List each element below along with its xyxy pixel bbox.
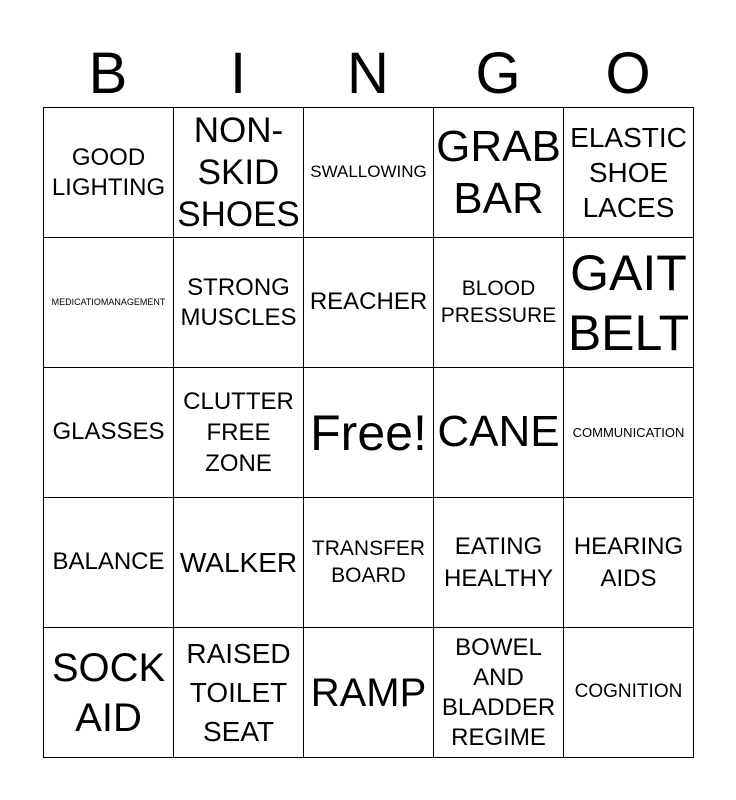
bingo-cell[interactable] xyxy=(434,498,564,628)
bingo-cell-label: HEARING AIDS xyxy=(573,533,684,592)
bingo-cell[interactable] xyxy=(44,238,174,368)
bingo-header xyxy=(43,40,693,108)
bingo-cell-label: COMMUNICATION xyxy=(572,424,685,440)
header-letter-g: G xyxy=(475,41,521,106)
bingo-board xyxy=(43,107,694,758)
bingo-cell[interactable] xyxy=(564,628,694,758)
bingo-cell[interactable] xyxy=(44,108,174,238)
header-letter-n: N xyxy=(347,41,389,106)
bingo-cell-label: CLUTTER FREE ZONE xyxy=(183,387,294,478)
bingo-cell[interactable] xyxy=(174,498,304,628)
bingo-cell[interactable] xyxy=(304,628,434,758)
bingo-cell-label: SWALLOWING xyxy=(310,162,427,182)
bingo-cell-label: REACHER xyxy=(309,288,428,316)
bingo-cell-label: BOWEL AND BLADDER REGIME xyxy=(441,633,556,751)
bingo-cell-label: Free! xyxy=(310,404,427,461)
bingo-cell[interactable] xyxy=(304,238,434,368)
bingo-cell[interactable] xyxy=(174,628,304,758)
bingo-cell-label: GRAB BAR xyxy=(436,121,561,223)
bingo-cell[interactable] xyxy=(434,238,564,368)
bingo-cell[interactable] xyxy=(564,238,694,368)
bingo-cell-label: RAMP xyxy=(310,670,427,715)
bingo-cell[interactable] xyxy=(434,628,564,758)
bingo-cell-label: GAIT BELT xyxy=(567,244,690,361)
bingo-cell-label: TRANSFER BOARD xyxy=(311,537,426,587)
bingo-cell-label: MEDICATIOMANAGEMENT xyxy=(51,297,166,308)
bingo-cell-label: COGNITION xyxy=(574,681,683,703)
bingo-cell[interactable] xyxy=(564,108,694,238)
bingo-cell-label: EATING HEALTHY xyxy=(444,533,553,592)
bingo-cell-label: CANE xyxy=(437,407,560,457)
header-letter-i: I xyxy=(229,41,247,106)
bingo-cell[interactable] xyxy=(44,628,174,758)
bingo-cell-label: RAISED TOILET SEAT xyxy=(186,637,291,748)
bingo-cell[interactable] xyxy=(304,108,434,238)
bingo-cell-label: SOCK AID xyxy=(51,645,166,740)
bingo-cell-label: STRONG MUSCLES xyxy=(180,273,297,331)
header-letter-o: O xyxy=(605,41,651,106)
bingo-cell[interactable] xyxy=(434,368,564,498)
bingo-cell-label: GOOD LIGHTING xyxy=(51,143,166,201)
bingo-cell-label: GLASSES xyxy=(52,418,165,446)
bingo-cell[interactable] xyxy=(434,108,564,238)
bingo-cell-label: NON-SKID SHOES xyxy=(177,110,300,234)
bingo-cell[interactable] xyxy=(304,498,434,628)
bingo-cell[interactable] xyxy=(174,108,304,238)
bingo-cell[interactable] xyxy=(564,498,694,628)
bingo-cell-label: BALANCE xyxy=(52,548,165,576)
bingo-cell[interactable] xyxy=(564,368,694,498)
bingo-cell[interactable] xyxy=(174,368,304,498)
bingo-cell[interactable] xyxy=(44,498,174,628)
bingo-cell-label: ELASTIC SHOE LACES xyxy=(570,122,687,223)
free-space-cell[interactable] xyxy=(304,368,434,498)
header-letter-b: B xyxy=(88,41,128,106)
bingo-cell-label: WALKER xyxy=(179,546,298,578)
bingo-cell[interactable] xyxy=(174,238,304,368)
bingo-cell[interactable] xyxy=(44,368,174,498)
bingo-cell-label: BLOOD PRESSURE xyxy=(440,277,557,327)
